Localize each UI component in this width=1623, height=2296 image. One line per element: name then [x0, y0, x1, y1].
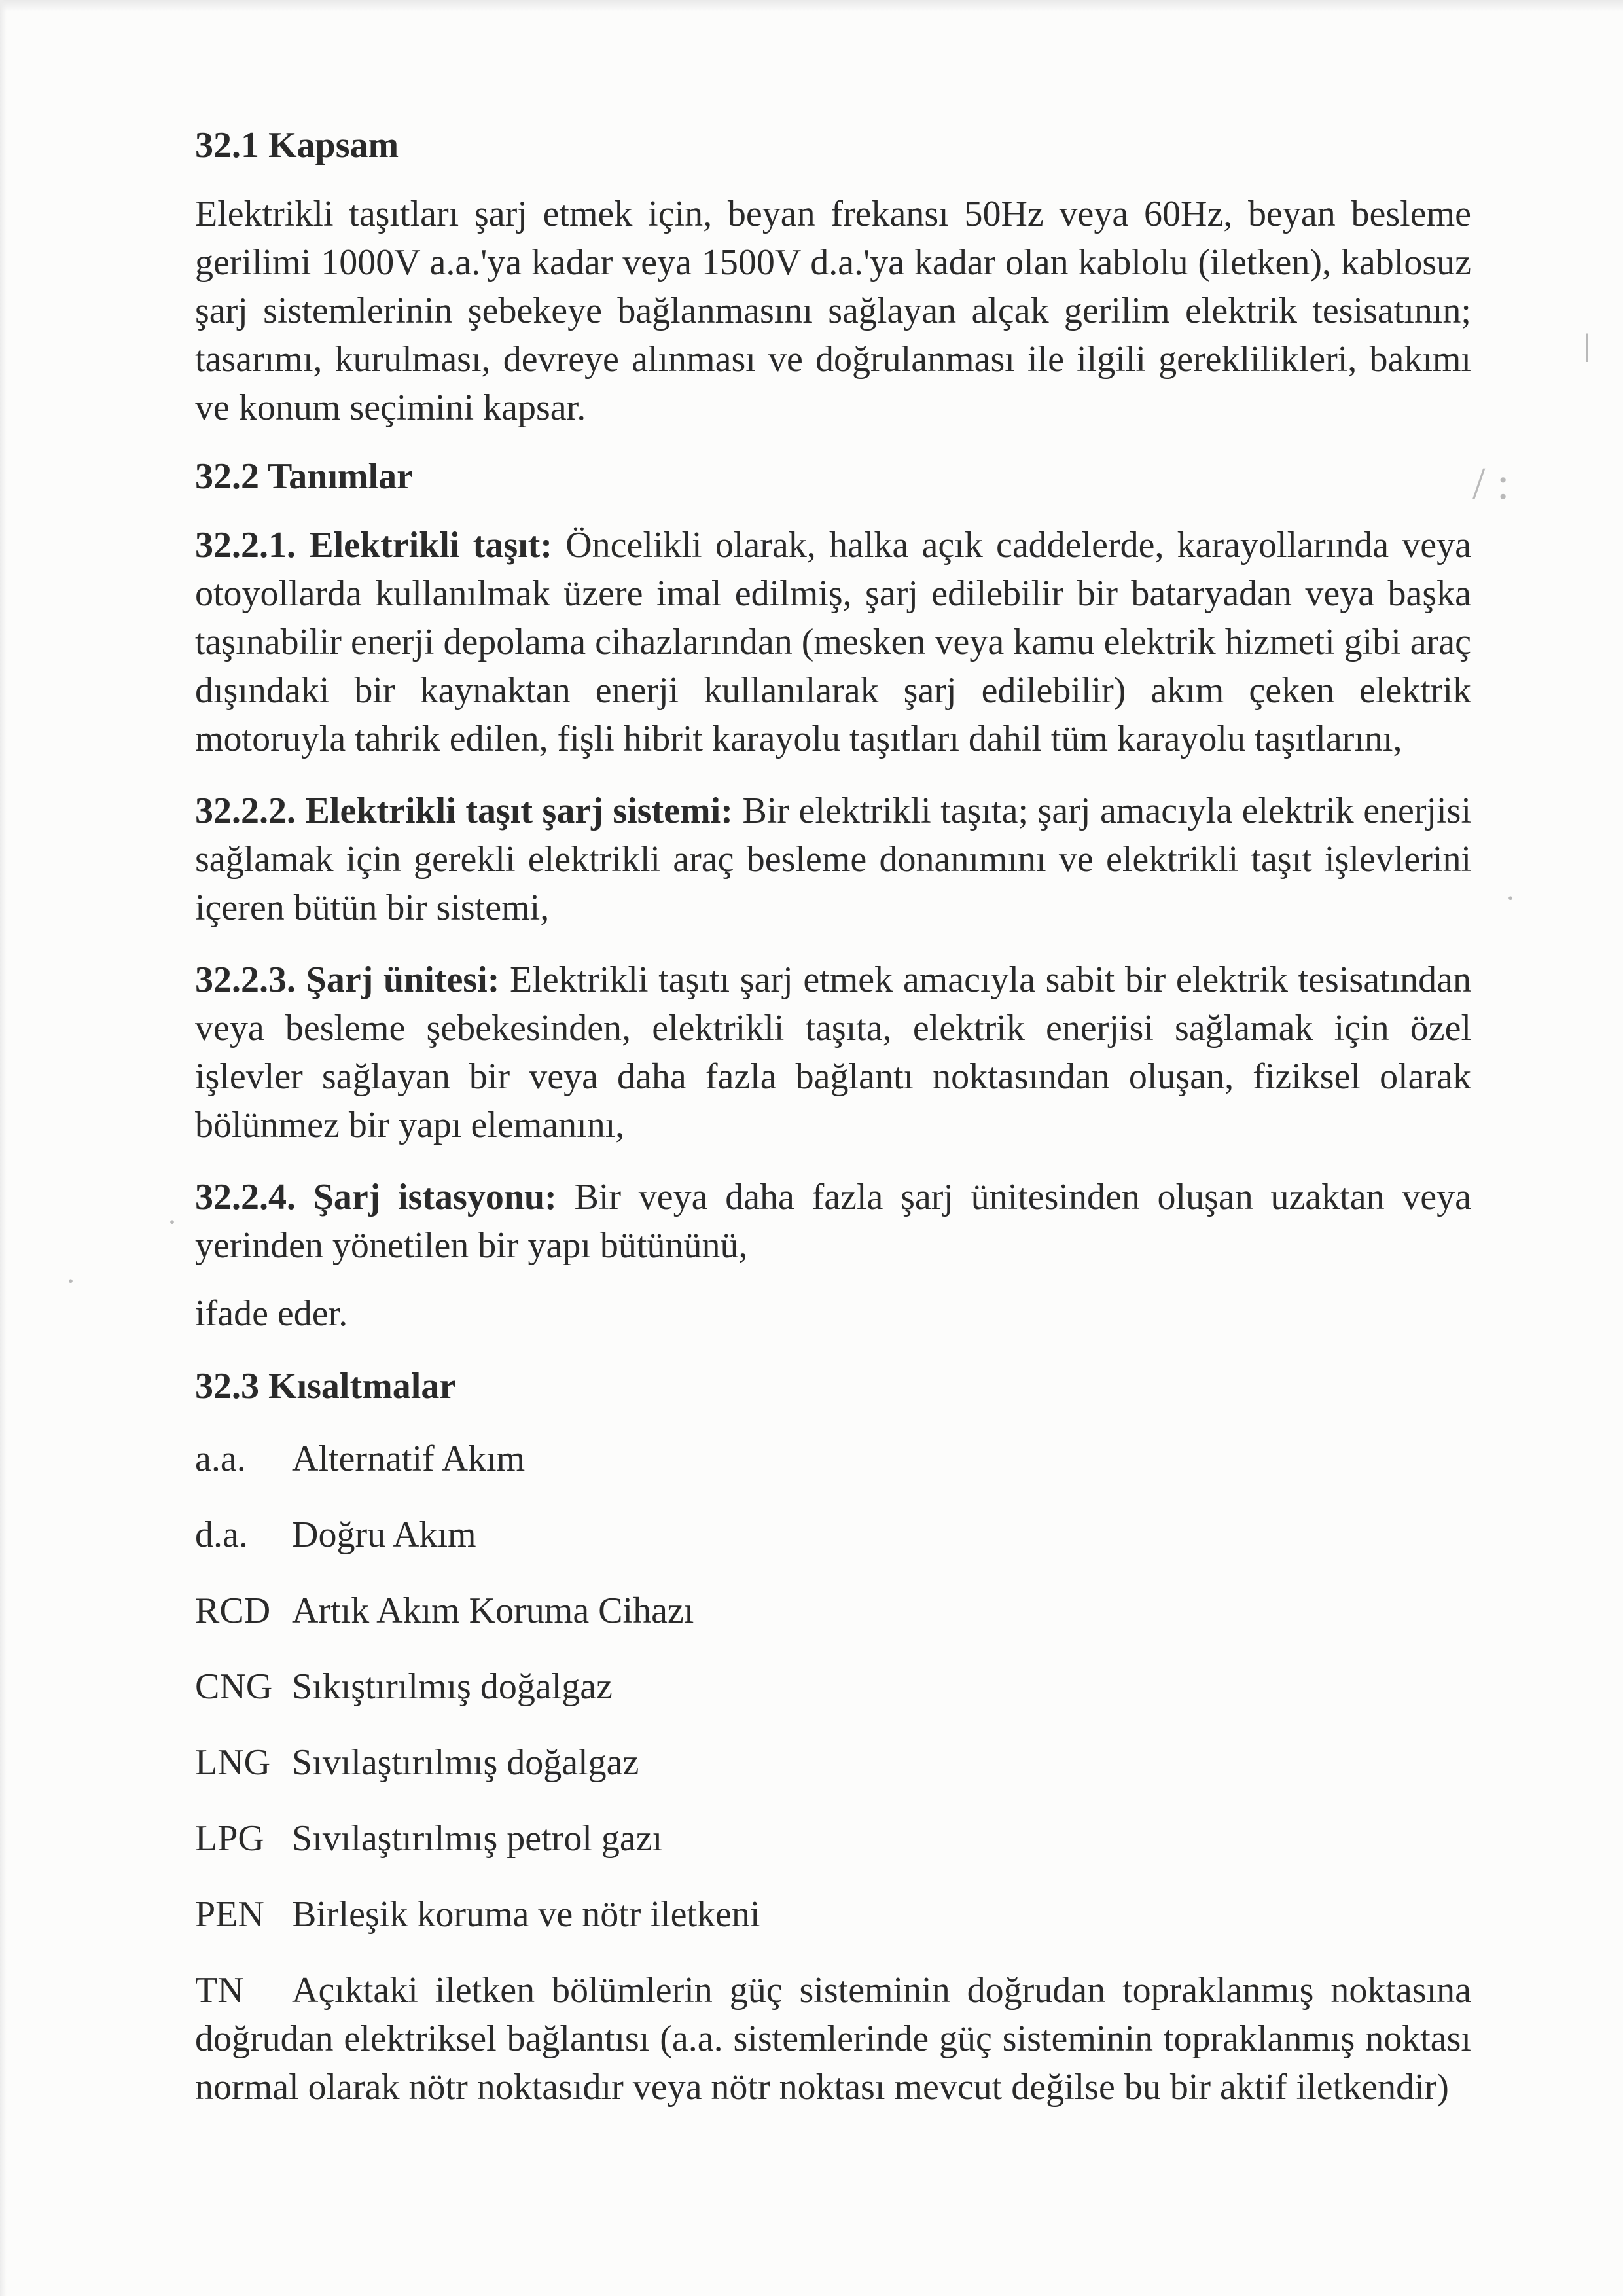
abbreviation-value: Sıkıştırılmış doğalgaz [292, 1666, 613, 1707]
definition-charging-unit [195, 956, 1471, 1149]
definition-text: Bir veya daha fazla şarj ünitesinden oluşan uzaktan veya yerinden yönetilen bir yapı bütününü, [195, 1177, 1471, 1266]
abbreviation-row [195, 1738, 1471, 1787]
definition-text: Öncelikli olarak, halka açık caddelerde, karayollarında veya otoyollarda kullanılmak üzere imal edilmiş, şarj edilebilir bir bataryadan veya başka taşınabilir enerji depolama cihazlarından (mesken veya kamu elektrik hizmeti gibi araç dışındaki bir kaynaktan enerji kullanılarak şarj edilebilir) akım çeken elektrik motoruyla tahrik edilen, fişli hibrit karayolu taşıtları dahil tüm karayolu taşıtlarını, [195, 525, 1472, 759]
abbreviation-row [195, 1435, 1471, 1483]
abbreviation-row [195, 1814, 1471, 1863]
abbreviation-row-tn [195, 1966, 1471, 2111]
abbreviation-key: RCD [195, 1590, 271, 1631]
abbreviation-value: Doğru Akım [292, 1515, 476, 1555]
definitions-closing: ifade eder. [195, 1293, 348, 1334]
scan-shadow-top [0, 0, 1623, 12]
abbreviation-row [195, 1890, 1471, 1939]
abbreviation-row [195, 1662, 1471, 1711]
scan-speck: · [167, 1205, 177, 1240]
abbreviation-value: Alternatif Akım [292, 1439, 526, 1479]
abbreviation-list [195, 1435, 1471, 2111]
abbreviation-value: Açıktaki iletken bölümlerin güç sisteminin doğrudan topraklanmış noktasına doğrudan elektriksel bağlantısı (a.a. sistemlerinde güç sisteminin topraklanmış noktası normal olarak nötr noktasıdır veya nötr noktası mevcut değilse bu bir aktif iletkendir) [195, 1970, 1471, 2108]
scan-speck: | [1584, 328, 1590, 363]
definition-charging-system [195, 787, 1471, 932]
definition-term: 32.2.3. Şarj ünitesi: [195, 960, 500, 1000]
section-heading-scope: 32.1 Kapsam [195, 125, 399, 166]
definition-text: Elektrikli taşıtı şarj etmek amacıyla sabit bir elektrik tesisatından veya besleme şebekesinden, elektrikli taşıta, elektrik enerjisi sağlamak için özel işlevler sağlayan bir veya daha fazla bağlantı noktasından oluşan, fiziksel olarak bölünmez bir yapı elemanını, [195, 960, 1472, 1145]
definition-charging-station [195, 1173, 1471, 1270]
scan-speck: · [1505, 881, 1516, 916]
scan-speck: / : [1472, 459, 1510, 509]
definition-term: 32.2.1. Elektrikli taşıt: [195, 525, 552, 565]
abbreviation-key: LPG [195, 1818, 264, 1859]
abbreviation-value: Sıvılaştırılmış doğalgaz [292, 1742, 639, 1783]
abbreviation-key: TN [195, 1970, 244, 2011]
scope-paragraph: Elektrikli taşıtları şarj etmek için, beyan frekansı 50Hz veya 60Hz, beyan besleme gerilimi 1000V a.a.'ya kadar veya 1500V d.a.'ya kadar olan kablolu (iletken), kablosuz şarj sistemlerinin şebekeye bağlanmasını sağlayan alçak gerilim elektrik tesisatının; tasarımı, kurulması, devreye alınması ve doğrulanması ile ilgili gereklilikleri, bakımı ve konum seçimini kapsar. [195, 194, 1471, 428]
abbreviation-key: PEN [195, 1894, 264, 1935]
definition-text: Bir elektrikli taşıta; şarj amacıyla elektrik enerjisi sağlamak için gerekli elektrikli araç besleme donanımını ve elektrikli taşıt işlevlerini içeren bütün bir sistemi, [195, 791, 1472, 928]
abbreviation-row [195, 1511, 1471, 1559]
scan-shadow-left [0, 0, 7, 2296]
abbreviation-value: Sıvılaştırılmış petrol gazı [292, 1818, 663, 1859]
definition-term: 32.2.4. Şarj istasyonu: [195, 1177, 557, 1217]
abbreviation-value: Artık Akım Koruma Cihazı [292, 1590, 694, 1631]
abbreviation-key: CNG [195, 1666, 273, 1707]
abbreviation-row [195, 1587, 1471, 1635]
document-body [195, 123, 1471, 2111]
definition-electric-vehicle [195, 521, 1471, 763]
definition-term: 32.2.2. Elektrikli taşıt şarj sistemi: [195, 791, 733, 831]
abbreviation-key: d.a. [195, 1515, 248, 1555]
section-heading-abbreviations: 32.3 Kısaltmalar [195, 1366, 456, 1407]
section-heading-definitions: 32.2 Tanımlar [195, 456, 413, 497]
scan-speck: · [65, 1264, 76, 1299]
abbreviation-key: a.a. [195, 1439, 246, 1479]
abbreviation-value: Birleşik koruma ve nötr iletkeni [292, 1894, 760, 1935]
abbreviation-key: LNG [195, 1742, 271, 1783]
